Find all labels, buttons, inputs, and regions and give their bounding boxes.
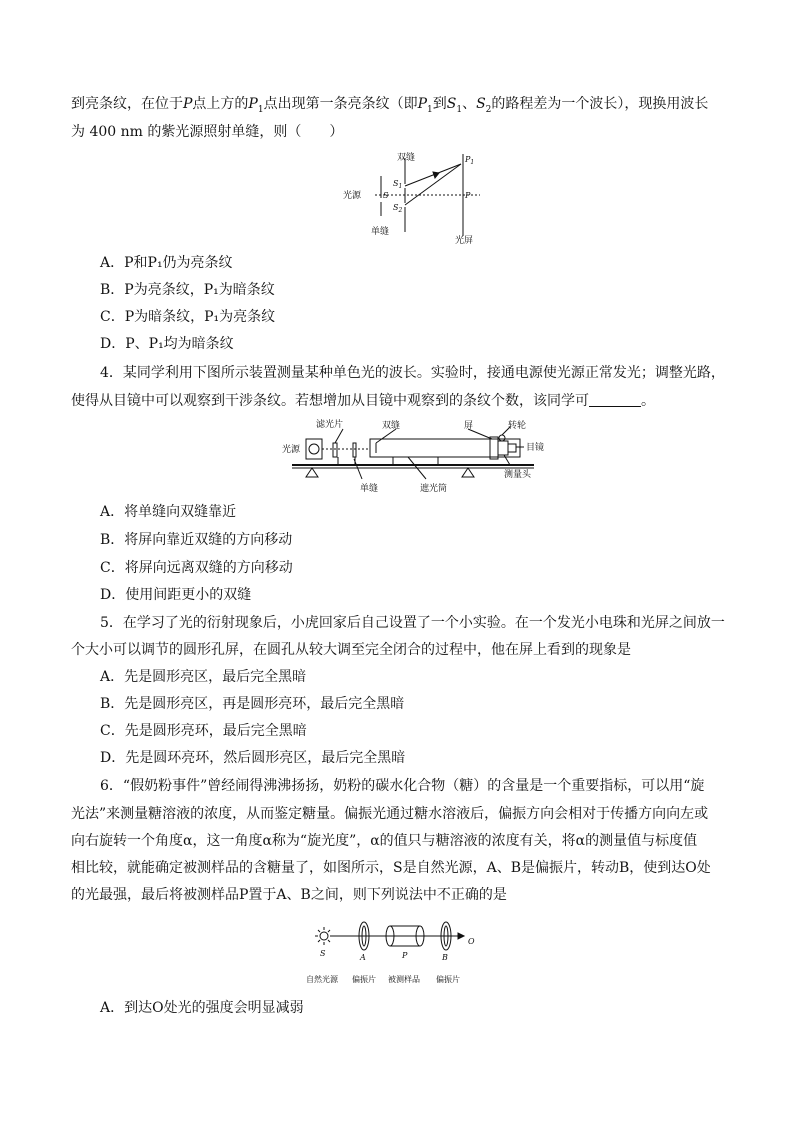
sub: 1 — [470, 159, 475, 166]
polarimeter-diagram — [302, 920, 492, 988]
bulb-icon — [309, 444, 319, 454]
ray-s2 — [405, 164, 461, 205]
interference-apparatus-diagram — [278, 417, 548, 499]
label-light-source: 光源 — [282, 445, 301, 455]
var-S2: S — [476, 96, 486, 112]
filter — [333, 443, 337, 457]
label-single-slit: 单缝 — [371, 227, 390, 237]
q4-option-b: B．将屏向靠近双缝的方向移动 — [100, 532, 293, 548]
q5-stem-line2: 个大小可以调节的圆形孔屏，在圆孔从较大调至完全闭合的过程中，他在屏上看到的现象是 — [71, 642, 631, 658]
q3-stem-line1 — [71, 94, 708, 120]
label-wheel: 转轮 — [508, 421, 527, 431]
q6-stem-line1: 6．“假奶粉事件”曾经闹得沸沸扬扬，奶粉的碳水化合物（糖）的含量是一个重要指标，可以用“旋 — [100, 778, 705, 794]
measuring-head — [498, 441, 508, 455]
q6-stem-line4: 相比较，就能确定被测样品的含糖量了，如图所示，S是自然光源，A、B是偏振片，转动B，使到达O处 — [71, 860, 711, 876]
var-P: P — [183, 96, 193, 112]
q3-option-b: B．P为亮条纹，P₁为暗条纹 — [100, 282, 275, 298]
sub: 2 — [485, 104, 492, 115]
answer-blank — [589, 392, 641, 407]
q4-stem-line1: 4．某同学利用下图所示装置测量某种单色光的波长。实验时，接通电源使光源正常发光；调整光路， — [100, 365, 725, 381]
q3-option-a: A．P和P₁仍为亮条纹 — [100, 255, 233, 271]
label-P1: P — [465, 155, 471, 164]
q3-text: 点上方的 — [192, 96, 249, 112]
q3-text: 到亮条纹，在位于 — [71, 96, 183, 112]
q4-stem-line2 — [71, 391, 655, 411]
single-slit — [353, 443, 356, 457]
screen — [490, 437, 498, 459]
q3-option-d: D．P、P₁均为暗条纹 — [100, 336, 234, 352]
q5-option-c: C．先是圆形亮环，最后完全黑暗 — [100, 723, 307, 739]
sub: 1 — [427, 104, 433, 115]
svg-text:S1 — [393, 179, 402, 190]
sun-icon — [315, 927, 333, 945]
q5-option-b: B．先是圆形亮区，再是圆形亮环，最后完全黑暗 — [100, 696, 405, 712]
label-filter: 滤光片 — [316, 420, 344, 430]
label-single-slit: 单缝 — [360, 484, 379, 494]
sub: 1 — [398, 183, 403, 190]
sub: 2 — [398, 207, 403, 214]
wheel-icon — [499, 435, 505, 441]
light-source-box — [306, 439, 322, 459]
q6-stem-line3: 向右旋转一个角度α，这一角度α称为“旋光度”，α的值只与糖溶液的浓度有关，将α的测量值与标度值 — [71, 833, 698, 849]
q5-option-d: D．先是圆环亮环，然后圆形亮区，最后完全黑暗 — [100, 750, 406, 766]
label-light-source: 光源 — [343, 191, 362, 201]
label-eyepiece: 目镜 — [526, 443, 545, 453]
q4-option-c: C．将屏向远离双缝的方向移动 — [100, 560, 293, 576]
label-screen: 光屏 — [455, 236, 474, 246]
label-measuring-head: 测量头 — [504, 470, 532, 480]
q3-text: 点出现第一条亮条纹（即 — [263, 96, 418, 112]
q5-option-a: A．先是圆形亮区，最后完全黑暗 — [100, 669, 307, 685]
label-S: S — [320, 949, 326, 958]
var-P1: P — [417, 96, 427, 112]
q6-stem-line2: 光法”来测量糖溶液的浓度，从而鉴定糖量。偏振光通过糖水溶液后，偏振方向会相对于传播方向向左或 — [71, 806, 709, 822]
sub: 1 — [257, 104, 264, 115]
q6-stem-line5: 的光最强，最后将被测样品P置于A、B之间，则下列说法中不正确的是 — [71, 887, 507, 903]
double-slit-diagram — [335, 148, 485, 246]
label-P: P — [465, 191, 471, 200]
label-double-slit: 双缝 — [382, 421, 401, 431]
q6-option-a: A．到达O处光的强度会明显减弱 — [100, 1000, 304, 1016]
label-S2: S — [393, 203, 399, 212]
var-S1: S — [446, 96, 457, 112]
q3-text: 到 — [432, 96, 447, 112]
q3-text: 、 — [462, 96, 477, 112]
caption-sample: 被测样品 — [388, 975, 420, 984]
label-A: A — [360, 953, 366, 962]
caption-polarizer-b: 偏振片 — [436, 975, 460, 984]
label-P: P — [402, 951, 408, 960]
q4-text: 使得从目镜中可以观察到干涉条纹。若想增加从目镜中观察到的条纹个数，该同学可 — [71, 393, 589, 409]
q3-stem-line2: 为 400 nm 的紫光源照射单缝，则（ ） — [71, 124, 344, 140]
label-B: B — [442, 953, 448, 962]
eyepiece — [508, 444, 516, 452]
q4-option-a: A．将单缝向双缝靠近 — [100, 504, 237, 520]
sub: 1 — [456, 104, 463, 115]
caption-source: 自然光源 — [306, 975, 338, 984]
label-tube: 遮光筒 — [420, 484, 448, 494]
var-P1: P — [248, 96, 258, 112]
label-S1: S — [393, 179, 399, 188]
svg-text:S2 — [393, 203, 402, 214]
caption-polarizer-a: 偏振片 — [352, 975, 376, 984]
q5-stem-line1: 5．在学习了光的衍射现象后，小虎回家后自己设置了一个小实验。在一个发光小电珠和光屏之间放一 — [100, 615, 725, 631]
label-S: S — [383, 191, 389, 200]
ray-s1 — [405, 164, 461, 186]
q4-text: 。 — [641, 393, 655, 409]
label-O: O — [468, 937, 475, 946]
svg-text:P1 — [464, 155, 474, 166]
label-double-slit: 双缝 — [397, 153, 416, 163]
label-screen: 屏 — [464, 421, 474, 431]
q3-option-c: C．P为暗条纹，P₁为亮条纹 — [100, 309, 276, 325]
q3-text: 的路程差为一个波长），现换用波长 — [491, 96, 709, 112]
q4-option-d: D．使用间距更小的双缝 — [100, 587, 252, 603]
